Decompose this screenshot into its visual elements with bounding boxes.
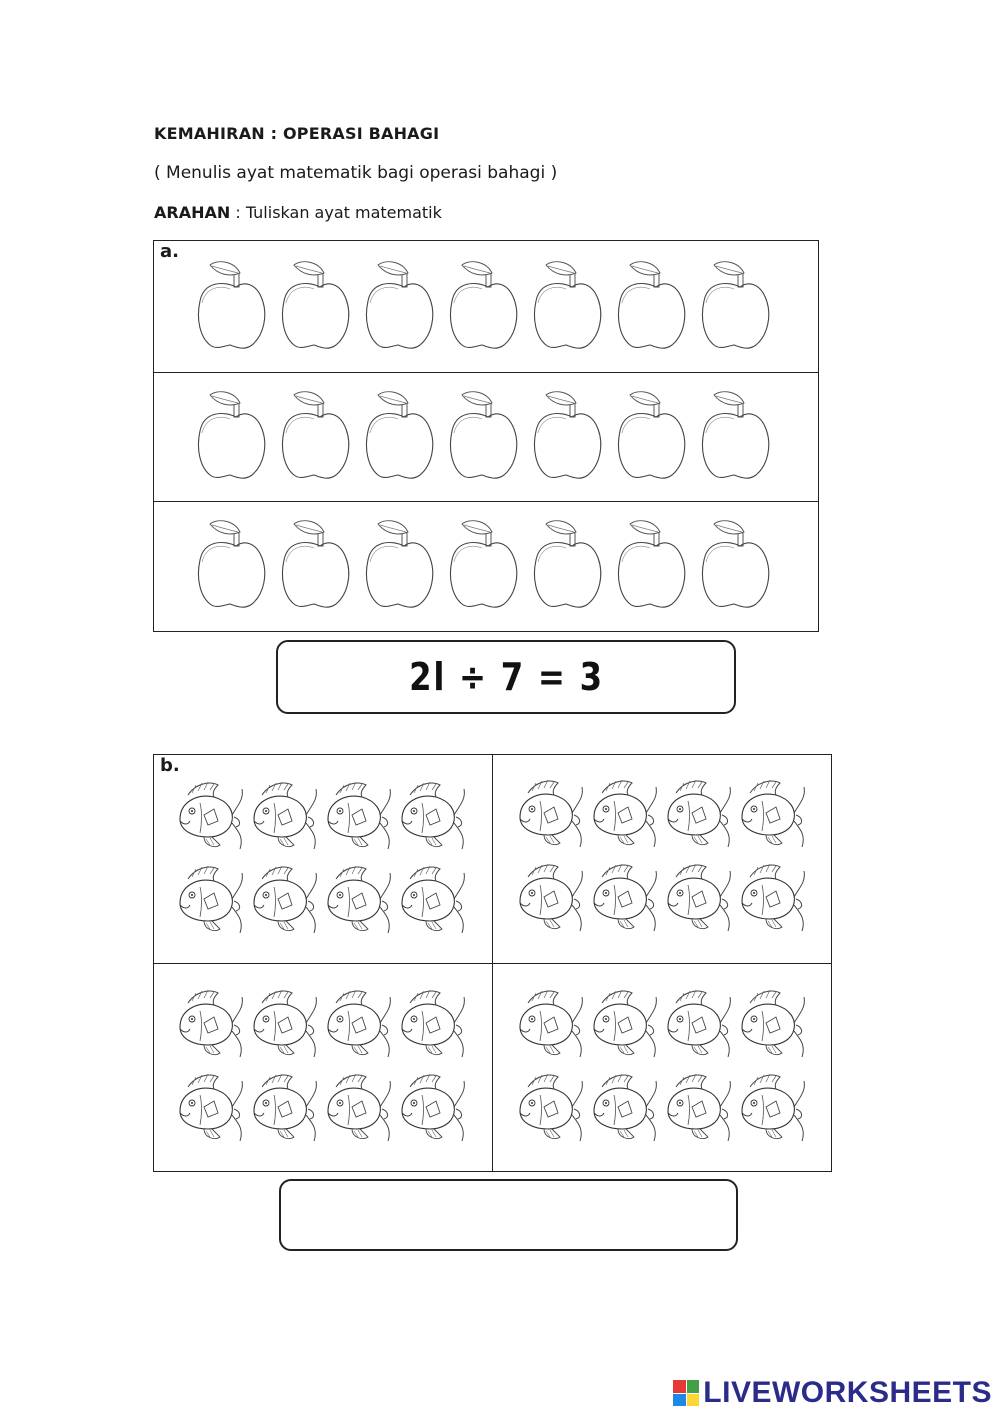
fish-icon <box>174 983 246 1061</box>
subtitle: ( Menulis ayat matematik bagi operasi bahagi ) <box>154 163 558 183</box>
apple-icon <box>442 257 524 353</box>
fish-icon <box>174 1067 246 1145</box>
fish-icon <box>736 983 808 1061</box>
row-divider <box>154 372 818 373</box>
instruction-text: : Tuliskan ayat matematik <box>230 203 442 222</box>
apple-icon <box>190 516 272 612</box>
fish-icon <box>396 775 468 853</box>
fish-icon <box>514 983 586 1061</box>
skill-title: KEMAHIRAN : OPERASI BAHAGI <box>154 124 440 143</box>
row-divider <box>154 501 818 502</box>
apple-icon <box>694 516 776 612</box>
row-divider <box>154 963 831 964</box>
fish-icon <box>248 983 320 1061</box>
apple-icon <box>190 387 272 483</box>
fish-icon <box>174 859 246 937</box>
fish-icon <box>662 773 734 851</box>
fish-icon <box>396 1067 468 1145</box>
apple-icon <box>358 257 440 353</box>
apple-icon <box>358 387 440 483</box>
apple-icon <box>694 387 776 483</box>
fish-icon <box>322 1067 394 1145</box>
question-a-box <box>153 240 819 632</box>
apple-icon <box>358 516 440 612</box>
question-b-box <box>153 754 832 1172</box>
question-a-label: a. <box>160 241 179 262</box>
fish-icon <box>736 1067 808 1145</box>
fish-icon <box>736 773 808 851</box>
apple-icon <box>610 387 692 483</box>
fish-icon <box>514 773 586 851</box>
apple-icon <box>694 257 776 353</box>
fish-icon <box>736 857 808 935</box>
apple-icon <box>442 516 524 612</box>
fish-icon <box>322 775 394 853</box>
fish-icon <box>588 1067 660 1145</box>
fish-icon <box>662 1067 734 1145</box>
question-b-label: b. <box>160 755 180 776</box>
fish-icon <box>588 983 660 1061</box>
fish-icon <box>322 859 394 937</box>
answer-a-text: 2l ÷ 7 = 3 <box>408 655 604 699</box>
fish-icon <box>174 775 246 853</box>
apple-icon <box>526 387 608 483</box>
apple-icon <box>190 257 272 353</box>
apple-icon <box>526 257 608 353</box>
fish-icon <box>396 983 468 1061</box>
liveworksheets-logo <box>673 1378 992 1408</box>
apple-icon <box>610 257 692 353</box>
apple-icon <box>442 387 524 483</box>
answer-box-a[interactable] <box>276 640 736 714</box>
fish-icon <box>514 1067 586 1145</box>
fish-icon <box>662 857 734 935</box>
apple-icon <box>526 516 608 612</box>
fish-icon <box>248 859 320 937</box>
apple-icon <box>274 387 356 483</box>
apple-icon <box>274 516 356 612</box>
fish-icon <box>514 857 586 935</box>
fish-icon <box>588 857 660 935</box>
fish-icon <box>248 775 320 853</box>
apple-icon <box>274 257 356 353</box>
instruction <box>154 203 442 222</box>
logo-mark-icon <box>673 1380 699 1406</box>
fish-icon <box>396 859 468 937</box>
fish-icon <box>588 773 660 851</box>
apple-icon <box>610 516 692 612</box>
instruction-label: ARAHAN <box>154 203 231 222</box>
fish-icon <box>322 983 394 1061</box>
logo-text: LIVEWORKSHEETS <box>703 1376 992 1409</box>
answer-box-b[interactable] <box>279 1179 738 1251</box>
fish-icon <box>662 983 734 1061</box>
fish-icon <box>248 1067 320 1145</box>
